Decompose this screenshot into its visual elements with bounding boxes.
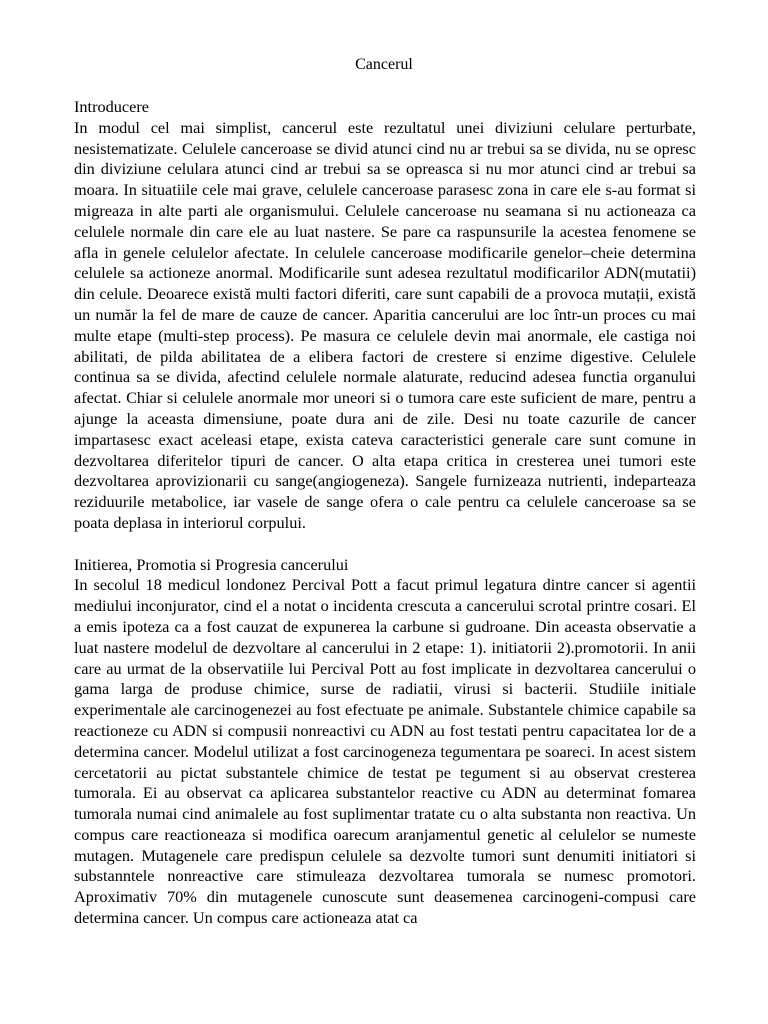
section-initierea [74,555,696,929]
section-paragraph: In modul cel mai simplist, cancerul este rezultatul unei diviziuni celulare perturbate, nesistematizate. Celulele canceroase se divid atunci cind nu ar trebui sa se divida, nu se opresc din diviziune celulara atunci cind ar trebui sa se opreasca si nu mor atunci cind ar trebui sa moara. In situatiile cele mai grave, celulele canceroase parasesc zona in care ele s-au format si migreaza in alte parti ale organismului. Celulele canceroase nu seamana si nu actioneaza ca celulele normale din care ele au luat nastere. Se pare ca raspunsurile la acestea fenomene se afla in genele celulelor afectate. In celulele canceroase modificarile genelor–cheie determina celulele sa actioneze anormal. Modificarile sunt adesea rezultatul modificarilor ADN(mutatii) din celule. Deoarece există multi factori diferiti, care sunt capabili de a provoca mutații, există un număr la fel de mare de cauze de cancer. Aparitia cancerului are loc într-un proces cu mai multe etape (multi-step process). Pe masura ce celulele devin mai anormale, ele castiga noi abilitati, de pilda abilitatea de a elibera factori de crestere si enzime digestive. Celulele continua sa se divida, afectind celulele normale alaturate, reducind adesea functia organului afectat. Chiar si celulele anormale mor uneori si o tumora care este suficient de mare, pentru a ajunge la aceasta dimensiune, poate dura ani de zile. Desi nu toate cazurile de cancer impartasesc exact aceleasi etape, exista cateva caracteristici generale care sunt comune in dezvoltarea diferitelor tipuri de cancer. O alta etapa critica in cresterea unei tumori este dezvoltarea aprovizionarii cu sange(angiogeneza). Sangele furnizeaza nutrienti, indeparteaza reziduurile metabolice, iar vasele de sange ofera o cale pentru ca celulele canceroase sa se poata deplasa in interiorul corpului. [74,117,696,532]
document-body [74,97,696,929]
section-introducere [74,97,696,534]
section-paragraph: In secolul 18 medicul londonez Percival Pott a facut primul legatura dintre cancer si agentii mediului inconjurator, cind el a notat o incidenta crescuta a cancerului scrotal printre cosari. El a emis ipoteza ca a fost cauzat de expunerea la carbune si gudroane. Din aceasta observatie a luat nastere modelul de dezvoltare al cancerului in 2 etape: 1). initiatorii 2).promotorii. In anii care au urmat de la observatiile lui Percival Pott au fost implicate in dezvoltarea cancerului o gama larga de produse chimice, surse de radiatii, virusi si bacterii. Studiile initiale experimentale ale carcinogenezei au fost efectuate pe animale. Substantele chimice capabile sa reactioneze cu ADN si compusii nonreactivi cu ADN au fost testati pentru capacitatea lor de a determina cancer. Modelul utilizat a fost carcinogeneza tegumentara pe soareci. In acest sistem cercetatorii au pictat substantele chimice de testat pe tegument si au observat cresterea tumorala. Ei au observat ca aplicarea substantelor reactive cu ADN au determinat fomarea tumorala numai cind animalele au fost suplimentar tratate cu o alta substanta non reactiva. Un compus care reactioneaza si modifica oarecum aranjamentul genetic al celulelor se numeste mutagen. Mutagenele care predispun celulele sa dezvolte tumori sunt denumiti initiatori si substanntele nonreactive care stimuleaza dezvoltarea tumorala se numesc promotori. Aproximativ 70% din mutagenele cunoscute sunt deasemenea carcinogeni-compusi care determina cancer. Un compus care actioneaza atat ca [74,575,696,928]
section-heading: Initierea, Promotia si Progresia cancerului [74,554,349,574]
section-heading: Introducere [74,97,150,116]
document-title: Cancerul [355,56,413,73]
